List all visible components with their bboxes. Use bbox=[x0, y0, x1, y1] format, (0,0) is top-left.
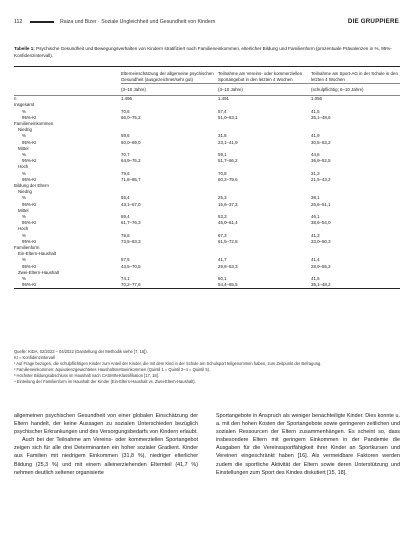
row-label: Insgesamt bbox=[14, 102, 35, 108]
table-cell: 57,5 bbox=[121, 257, 130, 263]
table-cell: 30,5–53,2 bbox=[311, 139, 331, 145]
table-cell: 41,3 bbox=[311, 232, 320, 238]
table-cell: 1.491 bbox=[218, 96, 311, 103]
table-cell: 15,6–37,3 bbox=[218, 201, 238, 207]
header-rule bbox=[30, 21, 54, 23]
data-table bbox=[14, 66, 400, 289]
table-cell: 59,1 bbox=[218, 152, 227, 158]
row-label: 95%-KI bbox=[22, 238, 37, 244]
table-cell: 41,4 bbox=[311, 257, 320, 263]
row-label: % bbox=[22, 133, 26, 139]
table-cell: 31,3 bbox=[311, 170, 320, 176]
table-cell: 1.496 bbox=[121, 96, 218, 103]
row-label: Familieneinkommen bbox=[14, 121, 54, 126]
table-notes bbox=[14, 349, 399, 385]
table-subheader-row bbox=[14, 84, 400, 96]
table-cell: 53,3 bbox=[218, 214, 227, 220]
row-label: 95%-KI bbox=[22, 176, 37, 182]
table-cell: 57,4 bbox=[218, 108, 227, 114]
table-cell: 46,1 bbox=[311, 214, 320, 220]
table-cell: 41,5 bbox=[311, 108, 320, 114]
table-cell: 25,3 bbox=[218, 195, 227, 201]
row-label: 95%-KI bbox=[22, 158, 37, 164]
row-label: Zwei-Eltern-Haushalt bbox=[18, 269, 59, 275]
row-label: % bbox=[22, 232, 26, 238]
body-column-right bbox=[216, 412, 400, 477]
table-note: KI = Konfidenzintervall bbox=[14, 355, 55, 360]
table-cell: 69,4 bbox=[121, 214, 130, 220]
table-row bbox=[14, 282, 400, 289]
table-cell: 36,9–52,5 bbox=[311, 158, 331, 164]
table-cell: 43,1–67,0 bbox=[121, 201, 141, 207]
row-label: % bbox=[22, 276, 26, 282]
row-label: Familienform bbox=[14, 245, 40, 251]
table-cell: 41,5 bbox=[311, 276, 320, 282]
table-cell: 23,1–41,9 bbox=[218, 139, 238, 145]
table-cell: 64,9–76,2 bbox=[121, 158, 141, 164]
paragraph: allgemeinen psychischen Gesundheit von einer globalen Einschätzung der Eltern handelt, der keine Aussagen zu sozialen Unterschieden bezüglich psychischer Erkrankungen und des Versorgungsbedarfs von Kindern erlaubt. bbox=[14, 413, 198, 436]
row-label: Hoch bbox=[18, 226, 29, 232]
table-note: ¹ Auf Frage bezogen, die schulpflichtigen Kinder zum Anteil der Kinder, die mit dem Kind in der Schule am Schulsport teilgenommen haben, zum Zeitpunkt der Befragung. bbox=[14, 361, 322, 366]
table-cell: 38,1 bbox=[311, 195, 320, 201]
row-label: Ein-Eltern-Haushalt bbox=[18, 251, 57, 257]
table-cell: 78,8 bbox=[121, 232, 130, 238]
row-label: Mittel bbox=[18, 207, 29, 213]
table-cell: 73,5–83,3 bbox=[121, 238, 141, 244]
row-label: % bbox=[22, 214, 26, 220]
paragraph: Auch bei der Teilnahme am Vereins- oder kommerziellen Sportangebot zeigen sich für alle drei Determinanten ein hoher sozialer Gradient. Kinder aus Familien mit niedrigem Einkommen (31,8 %), niedriger elterlicher Bildung (25,3 %) und mit einem alleinerziehenden Elternteil (41,7 %) nehmen deutlich seltener organisierte bbox=[14, 437, 198, 476]
row-label: 95%-KI bbox=[22, 114, 37, 120]
table-cell: 50,0–69,0 bbox=[121, 139, 141, 145]
table-note: ⁴ Einteilung der Familienform im Haushalt der Kinder (Ein-Eltern-Haushalt vs. Zwei-Eltern-Haushalt). bbox=[14, 379, 196, 384]
table-note: ² Familieneinkommen: äquivalenzgewichtetes Haushaltsnettoeinkommen (Quintil 1 = Quintil 2–4 = Quintil 5). bbox=[14, 367, 211, 372]
table-cell: 66,0–75,2 bbox=[121, 114, 141, 120]
table-cell: 71,8–85,7 bbox=[121, 176, 141, 182]
row-label: % bbox=[22, 170, 26, 176]
table-cell: 70,2–77,6 bbox=[121, 282, 218, 289]
table-note: Quelle: KiDA, 02/2022 – 04/2022 (Darstellung der Methodik siehe [7, 16]). bbox=[14, 349, 148, 354]
row-label: Hoch bbox=[18, 164, 29, 170]
table-cell: 31,8 bbox=[218, 133, 227, 139]
row-label: 95%-KI bbox=[22, 201, 37, 207]
page-number: 112 bbox=[14, 19, 23, 25]
row-label: Mittel bbox=[18, 145, 29, 151]
row-label: n bbox=[14, 96, 121, 103]
table-cell: 70,7 bbox=[121, 152, 130, 158]
table-header-row bbox=[14, 67, 400, 84]
row-label: Niedrig bbox=[18, 127, 32, 133]
table-cell: 60,2–79,6 bbox=[218, 176, 238, 182]
caption-label: Tabelle 1: bbox=[14, 46, 35, 51]
table-cell: 67,3 bbox=[218, 232, 227, 238]
row-label: Niedrig bbox=[18, 189, 32, 195]
row-label: % bbox=[22, 257, 26, 263]
table-cell: 43,5–70,5 bbox=[121, 263, 141, 269]
column-subheader: (3–10 Jahre) bbox=[121, 84, 218, 96]
page-header bbox=[14, 19, 399, 29]
table-cell: 61,7–76,3 bbox=[121, 220, 141, 226]
column-header: Teilnahme am Vereins- oder kommerziellen Sportangebot in den letzten 4 Wochen bbox=[218, 67, 311, 84]
column-subheader: (schulpflichtig; 6–10 Jahre) bbox=[311, 84, 400, 96]
table-note: ³ Höchster Bildungsabschluss im Haushalt nach CASMIN-Klassifikation [17, 18]. bbox=[14, 373, 159, 378]
paragraph: Sportangebote in Anspruch als weniger benachteiligte Kinder. Dies konnte u. a. mit den hohen Kosten der Sportangebote sowie geringeren zeitlichen und sozialen Ressourcen der Eltern zusammenhängen. Es scheint so, dass insbesondere Eltern mit geringem Einkommen in der Pandemie die Ausgaben für die Vereinssportfähigkeit ihrer Kinder an Sportkursen und Vereinen eingeschränkt haben [16]. Als vermeidbare Faktoren werden zudem die sportliche Aktivität der Eltern sowie deren Unterstützung und Einstellungen zum Sport des Kindes diskutiert [15, 18]. bbox=[216, 413, 400, 476]
table-cell: 51,7–66,2 bbox=[218, 158, 238, 164]
column-header: Teilnahme am Sport-AG in der Schule in den letzten 4 Wochen bbox=[311, 67, 400, 84]
table-cell: 70,6 bbox=[121, 108, 130, 114]
table-cell: 41,7 bbox=[218, 257, 227, 263]
table-cell: 51,0–63,1 bbox=[218, 114, 238, 120]
column-subheader: (3–10 Jahre) bbox=[218, 84, 311, 96]
column-subheader bbox=[14, 84, 121, 96]
body-column-left bbox=[14, 412, 198, 477]
table-cell: 35,1–48,2 bbox=[311, 282, 400, 289]
table-cell: 26,6–51,1 bbox=[311, 201, 331, 207]
row-label: 95%-KI bbox=[22, 263, 37, 269]
table-cell: 54,4–65,5 bbox=[218, 282, 311, 289]
table-cell: 70,8 bbox=[218, 170, 227, 176]
table-cell: 44,6 bbox=[311, 152, 320, 158]
table-cell: 60,1 bbox=[218, 276, 227, 282]
table-cell: 33,0–50,3 bbox=[311, 238, 331, 244]
table-cell: 35,1–48,6 bbox=[311, 114, 331, 120]
table-cell: 28,9–55,2 bbox=[311, 263, 331, 269]
table-row bbox=[14, 96, 400, 103]
table-cell: 41,9 bbox=[311, 133, 320, 139]
table-caption bbox=[14, 45, 399, 59]
column-header bbox=[14, 67, 121, 84]
row-label: % bbox=[22, 195, 26, 201]
row-label: % bbox=[22, 152, 26, 158]
table-cell: 1.056 bbox=[311, 96, 400, 103]
table-cell: 21,5–43,2 bbox=[311, 176, 331, 182]
table-cell: 38,6–54,0 bbox=[311, 220, 331, 226]
column-header: Elterneinschätzung der allgemeine psychischen Gesundheit (ausgezeichnet/sehr gut) bbox=[121, 67, 218, 84]
table-cell: 59,6 bbox=[121, 133, 130, 139]
table-cell: 55,4 bbox=[121, 195, 130, 201]
table-cell: 74,1 bbox=[121, 276, 130, 282]
row-label: 95%-KI bbox=[14, 282, 121, 289]
row-label: 95%-KI bbox=[22, 139, 37, 145]
row-label: Bildung der Eltern bbox=[14, 183, 49, 189]
running-title: Raiza und Bizer · Soziale Ungleichheit und Gesundheit von Kindern bbox=[60, 19, 216, 25]
table-cell: 79,6 bbox=[121, 170, 130, 176]
row-label: 95%-KI bbox=[22, 220, 37, 226]
section-label: DIE GRUPPIERE bbox=[347, 18, 399, 25]
table-cell: 29,8–53,3 bbox=[218, 263, 238, 269]
table-cell: 45,0–61,4 bbox=[218, 220, 238, 226]
table-cell: 61,5–72,8 bbox=[218, 238, 238, 244]
row-label: % bbox=[22, 108, 26, 114]
caption-text: Psychische Gesundheit und Bewegungsverhalten von Kindern stratifiziert nach Familieneinkommen, elterlicher Bildung und Familienform (prozentuale Prävalenzen in %, 95%-Konfidenzintervall). bbox=[14, 46, 392, 58]
